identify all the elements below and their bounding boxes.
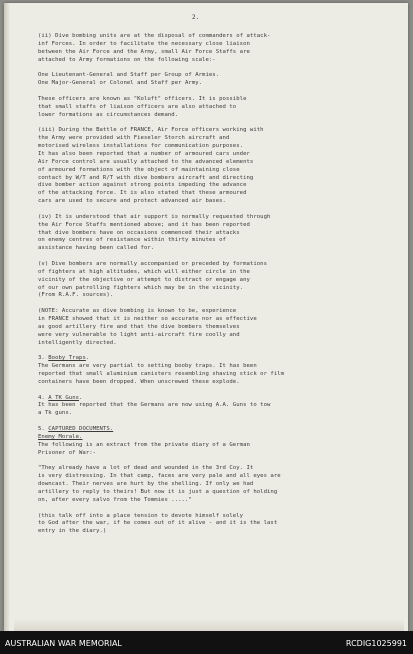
document-line: These officers are known as "Koluft" officers. It is possible [38, 95, 247, 102]
document-line: entry in the diary.) [38, 528, 107, 535]
document-line: attached to Army formations on the following scale:- [38, 56, 216, 63]
document-line: "They already have a lot of dead and wounded in the 3rd Coy. It [38, 465, 254, 472]
document-line: that small staffs of liaison officers are also attached to [38, 103, 237, 110]
document-line: (v) Dive bombers are normally accompanied or preceded by formations [38, 260, 267, 267]
document-line: (NOTE: Accurate as dive bombing is known to be, experience [38, 308, 237, 315]
document-line: artillery to reply to theirs! But now it is just a question of holding [38, 488, 278, 495]
heading-underline: Enemy Morale. [38, 433, 83, 440]
document-line: 4. A TK Guns. [38, 394, 83, 401]
heading-underline: Booby Traps [48, 355, 86, 362]
footer-record-id: RCDIG1025991 [345, 639, 407, 648]
heading-underline: CAPTURED DOCUMENTS. [48, 426, 114, 432]
document-line: between the Air Force and the Army, small Air Force Staffs are [38, 48, 250, 55]
document-line: It has also been reported that a number of armoured cars under [38, 150, 250, 157]
document-line: assistance having been called for. [38, 245, 155, 252]
document-line: in FRANCE showed that it is neither so accurate nor as effective [38, 316, 257, 322]
page-number: 2. [192, 14, 200, 21]
document-line: of fighters at high altitudes, which will either circle in the [38, 268, 250, 275]
document-line: reported that small aluminium canisters resembling shaving stick or film [38, 371, 285, 377]
document-line: of armoured formations with the object of maintaining close [38, 166, 240, 173]
document-line: (From R.A.F. sources). [38, 292, 114, 299]
heading-underline: A TK Guns [48, 394, 80, 401]
document-line: The following is an extract from the private diary of a German [38, 441, 250, 448]
document-line: of the attacking force. It is also stated that these armoured [38, 190, 247, 197]
document-line: to God after the war, if he comes out of it alive - and it is the last [38, 520, 278, 527]
document-line: downcast. Their nerves are hurt by the shelling. If only we had [38, 481, 254, 487]
document-line: One Lieutenant-General and Staff per Group of Armies. [38, 72, 220, 79]
document-line: as good artillery fire and that the dive bombers themselves [38, 323, 240, 330]
document-line: containers have been dropped. When unscrewed these explode. [38, 378, 240, 385]
document-line: cars are used to secure and protect advanced air bases. [38, 198, 226, 205]
document-line: (iv) It is understood that air support is normally requested through [38, 213, 271, 220]
document-line: that dive bombers have on occasions commenced their attacks [38, 229, 240, 236]
document-line: a Tk guns. [38, 410, 73, 417]
document-line: lower formations as circumstances demand. [38, 111, 179, 118]
document-page [4, 3, 408, 631]
document-line: intelligently directed. [38, 339, 117, 346]
document-line: The Germans are very partial to setting booby traps. It has been [38, 363, 257, 370]
document-line: Prisoner of War:- [38, 449, 97, 456]
document-line [38, 434, 82, 442]
document-line: on enemy centres of resistance within thirty minutes of [38, 237, 226, 244]
document-line: of our own patrolling fighters which may be in the vicinity. [38, 284, 244, 291]
document-line: dive bomber action against strong points impeding the advance [38, 182, 247, 189]
archive-footer [0, 631, 413, 654]
document-line: (iii) During the Battle of FRANCE, Air Force officers working with [38, 127, 264, 134]
document-line: (this talk off into a place tension to devote himself solely [38, 512, 244, 519]
document-line: 5. CAPTURED DOCUMENTS. [38, 426, 114, 432]
document-line: It has been reported that the Germans are now using A.A. Guns to tow [38, 402, 271, 409]
document-line: motorised wireless installations for communication purposes. [38, 143, 244, 149]
document-line: were very vulnerable to light anti-aircraft fire coolly and [38, 331, 240, 338]
document-line: One Major-General or Colonel and Staff per Army. [38, 80, 203, 87]
document-line: the Air Force Staffs mentioned above; and it has been reported [38, 221, 250, 228]
document-line: 3. Booby Traps. [38, 355, 90, 362]
document-line: the Army were provided with Fieseler Storch aircraft and [38, 135, 230, 142]
document-line: Air Force control are usually attached to the advanced elements [38, 158, 254, 165]
document-line: contact by W/T and R/T with dive bombers aircraft and directing [38, 174, 254, 181]
footer-institution: AUSTRALIAN WAR MEMORIAL [5, 639, 122, 648]
document-line: on, after every salvo from the Tommies ....." [38, 496, 192, 503]
paper-stain [14, 619, 404, 631]
document-line: inf Forces. In order to facilitate the necessary close liaison [38, 40, 250, 47]
document-line: vicinity of the objective or attempt to distract or engage any [38, 276, 250, 283]
document-line: is very distressing. In that camp, faces are very pale and all eyes are [38, 473, 281, 480]
document-line: (ii) Dive bombing units are at the disposal of commanders of attack- [38, 33, 271, 39]
